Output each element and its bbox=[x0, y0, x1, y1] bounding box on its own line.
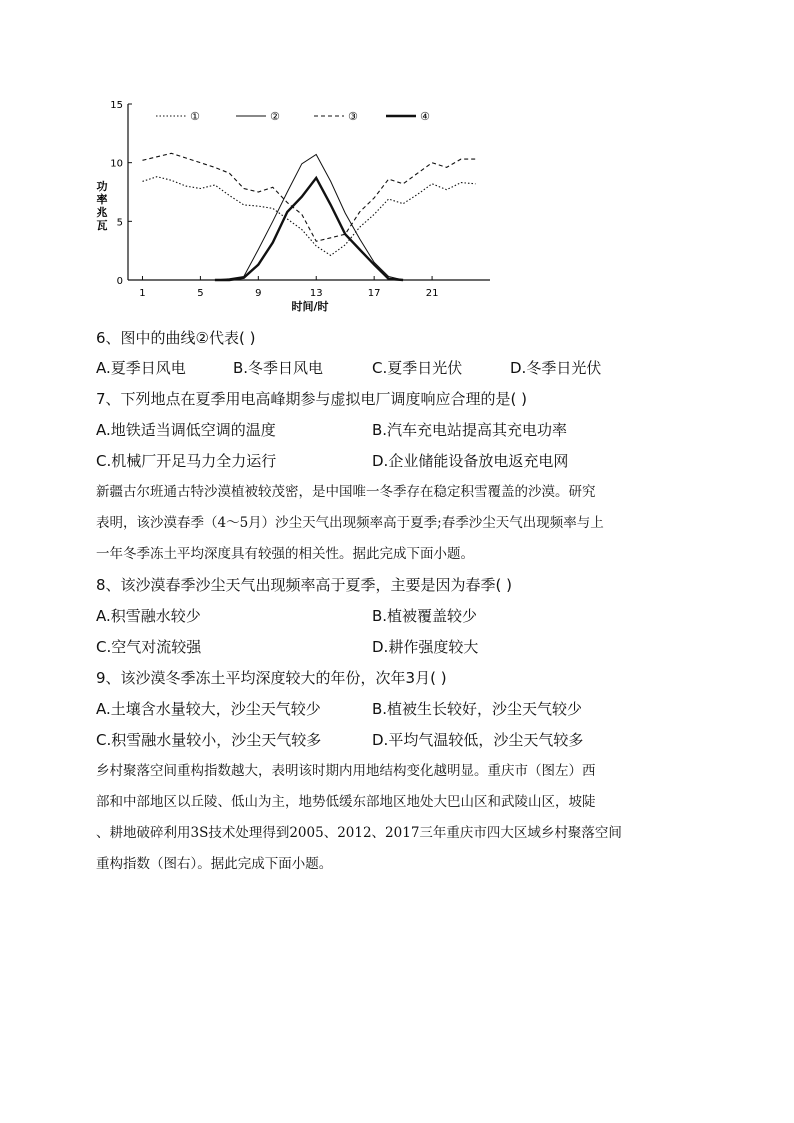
desert-material-line-2: 表明，该沙漠春季（4～5月）沙尘天气出现频率高于夏季;春季沙尘天气出现频率与上 bbox=[96, 515, 604, 531]
legend-label-1: ① bbox=[190, 110, 200, 123]
q9-option-a[interactable]: A.土壤含水量较大，沙尘天气较少 bbox=[96, 700, 321, 718]
chongqing-material-line-4: 重构指数（图右）。据此完成下面小题。 bbox=[96, 856, 333, 872]
q8-option-b[interactable]: B.植被覆盖较少 bbox=[372, 607, 478, 625]
x-tick-label: 21 bbox=[425, 288, 439, 299]
legend-label-3: ③ bbox=[348, 110, 358, 123]
y-axis-label-char: 功 bbox=[96, 180, 108, 193]
y-axis-label-char: 率 bbox=[96, 193, 108, 206]
desert-material-line-1: 新疆古尔班通古特沙漠植被较茂密，是中国唯一冬季存在稳定积雪覆盖的沙漠。研究 bbox=[96, 484, 596, 500]
x-tick-label: 17 bbox=[367, 288, 381, 299]
q6-option-a[interactable]: A.夏季日风电 bbox=[96, 359, 186, 377]
chongqing-material-line-1: 乡村聚落空间重构指数越大，表明该时期内用地结构变化越明显。重庆市（图左）西 bbox=[96, 763, 596, 779]
q9-option-c[interactable]: C.积雪融水量较小，沙尘天气较多 bbox=[96, 731, 322, 749]
q6-option-b[interactable]: B.冬季日风电 bbox=[233, 359, 324, 377]
x-tick-label: 9 bbox=[255, 288, 262, 299]
q7-option-b[interactable]: B.汽车充电站提高其充电功率 bbox=[372, 421, 568, 439]
q9-option-d[interactable]: D.平均气温较低，沙尘天气较多 bbox=[372, 731, 584, 749]
x-tick-label: 5 bbox=[197, 288, 204, 299]
y-tick-label: 0 bbox=[116, 276, 123, 287]
y-tick-label: 5 bbox=[116, 217, 123, 229]
question-9-stem: 9、该沙漠冬季冻土平均深度较大的年份，次年3月( ) bbox=[96, 669, 447, 687]
q8-option-c[interactable]: C.空气对流较强 bbox=[96, 638, 202, 656]
y-axis-label bbox=[97, 179, 108, 232]
chongqing-material-line-2: 部和中部地区以丘陵、低山为主，地势低缓东部地区地处大巴山区和武陵山区，坡陡 bbox=[96, 794, 596, 810]
x-tick-label: 1 bbox=[139, 288, 146, 299]
q8-option-d[interactable]: D.耕作强度较大 bbox=[372, 638, 479, 656]
q9-option-b[interactable]: B.植被生长较好，沙尘天气较少 bbox=[372, 700, 583, 718]
x-tick-label: 13 bbox=[309, 288, 323, 299]
desert-material-line-3: 一年冬季冻土平均深度具有较强的相关性。据此完成下面小题。 bbox=[96, 546, 474, 562]
y-axis-label-char: 兆 bbox=[96, 206, 108, 219]
chongqing-material-line-3: 、耕地破碎利用3S技术处理得到2005、2012、2017三年重庆市四大区域乡村聚落空间 bbox=[96, 825, 622, 841]
question-7-stem: 7、下列地点在夏季用电高峰期参与虚拟电厂调度响应合理的是( ) bbox=[96, 390, 528, 408]
y-tick-label: 10 bbox=[110, 158, 123, 170]
power-line-chart bbox=[96, 92, 496, 322]
q6-option-c[interactable]: C.夏季日光伏 bbox=[372, 359, 463, 377]
series-line-3 bbox=[143, 153, 476, 241]
q7-option-c[interactable]: C.机械厂开足马力全力运行 bbox=[96, 452, 277, 470]
x-axis-label: 时间/时 bbox=[291, 300, 329, 313]
y-axis-label-char: 瓦 bbox=[96, 219, 108, 232]
q7-option-a[interactable]: A.地铁适当调低空调的温度 bbox=[96, 421, 276, 439]
series-line-2 bbox=[200, 155, 403, 281]
question-8-stem: 8、该沙漠春季沙尘天气出现频率高于夏季，主要是因为春季( ) bbox=[96, 576, 513, 594]
q8-option-a[interactable]: A.积雪融水较少 bbox=[96, 607, 201, 625]
y-tick-label: 15 bbox=[110, 100, 123, 111]
legend-label-4: ④ bbox=[420, 110, 430, 123]
legend-label-2: ② bbox=[270, 110, 280, 123]
q6-option-d[interactable]: D.冬季日光伏 bbox=[510, 359, 602, 377]
q7-option-d[interactable]: D.企业储能设备放电返充电网 bbox=[372, 452, 569, 470]
question-6-stem: 6、图中的曲线②代表( ) bbox=[96, 329, 256, 347]
